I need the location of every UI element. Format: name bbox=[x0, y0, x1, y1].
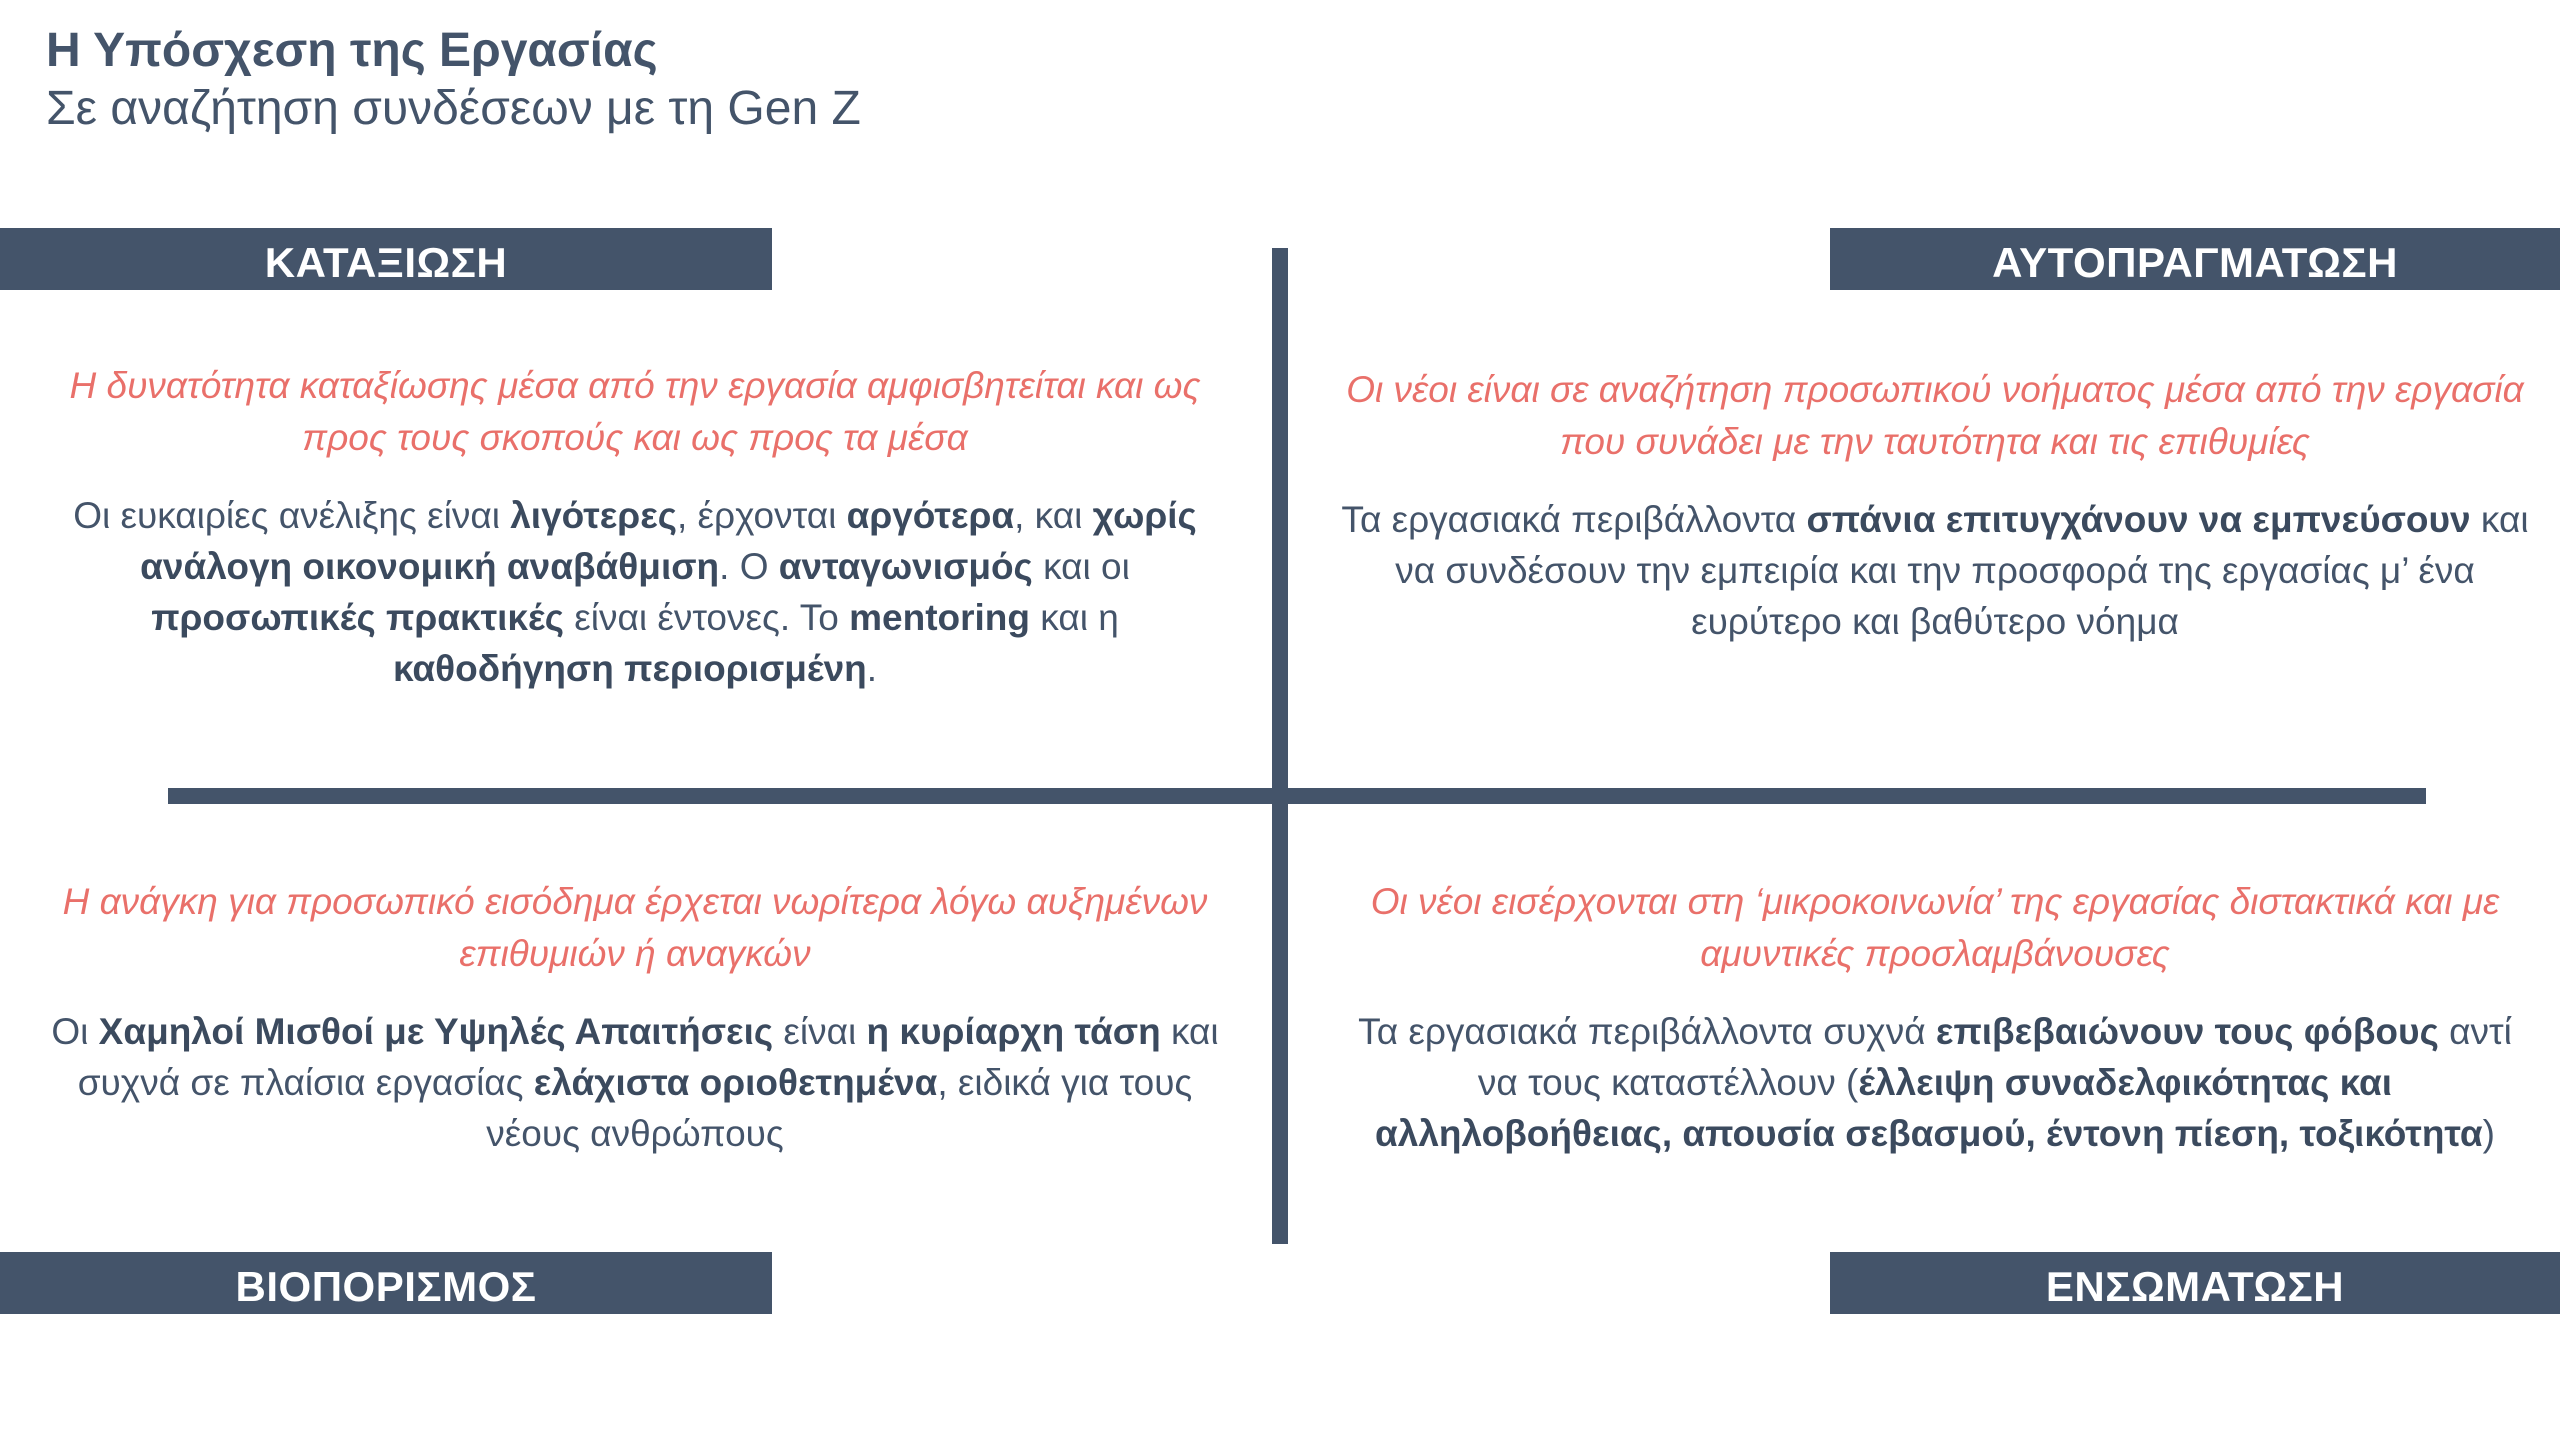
quadrant-top-left bbox=[40, 360, 1230, 694]
quadrant-top-right bbox=[1340, 364, 2530, 647]
label-vioporismos: ΒΙΟΠΟΡΙΣΜΟΣ bbox=[0, 1252, 772, 1314]
emphasis-text: σπάνια επιτυγχάνουν να εμπνεύσουν bbox=[1806, 499, 2471, 540]
body-text: ) bbox=[2482, 1113, 2495, 1154]
body-text: αντί να τους καταστέλλουν ( bbox=[1477, 1011, 2512, 1103]
emphasis-text: Χαμηλοί Μισθοί με Υψηλές Απαιτήσεις bbox=[98, 1011, 774, 1052]
emphasis-text: χωρίς ανάλογη οικονομική αναβάθμιση bbox=[140, 495, 1197, 587]
quadrant-insight: Η δυνατότητα καταξίωσης μέσα από την εργασία αμφισβητείται και ως προς τους σκοπούς και ως προς τα μέσα bbox=[69, 365, 1201, 458]
quadrant-insight: Οι νέοι εισέρχονται στη ‘μικροκοινωνία’ της εργασίας διστακτικά και με αμυντικές προσλαμβάνουσες bbox=[1370, 881, 2500, 974]
emphasis-text: επιβεβαιώνουν τους φόβους bbox=[1935, 1011, 2439, 1052]
body-text: Οι bbox=[51, 1011, 99, 1052]
body-text: , ειδικά για τους νέους ανθρώπους bbox=[486, 1062, 1193, 1154]
page-title: Η Υπόσχεση της Εργασίας bbox=[46, 24, 658, 77]
label-kataxiosi: ΚΑΤΑΞΙΩΣΗ bbox=[0, 228, 772, 290]
emphasis-text: καθοδήγηση περιορισμένη bbox=[392, 648, 867, 689]
quadrant-insight: Η ανάγκη για προσωπικό εισόδημα έρχεται νωρίτερα λόγω αυξημένων επιθυμιών ή αναγκών bbox=[62, 881, 1208, 974]
emphasis-text: έλλειψη συναδελφικότητας και αλληλοβοήθειας, απουσία σεβασμού, έντονη πίεση, τοξικότητα bbox=[1375, 1062, 2483, 1154]
quadrant-body bbox=[1340, 1006, 2530, 1159]
label-ensomatosi: ΕΝΣΩΜΑΤΩΣΗ bbox=[1830, 1252, 2560, 1314]
horizontal-axis-divider bbox=[168, 788, 2426, 804]
emphasis-text: ελάχιστα οριοθετημένα bbox=[533, 1062, 938, 1103]
quadrant-insight: Οι νέοι είναι σε αναζήτηση προσωπικού νοήματος μέσα από την εργασία που συνάδει με την ταυτότητα και τις επιθυμίες bbox=[1346, 369, 2524, 462]
quadrant-body bbox=[40, 490, 1230, 694]
vertical-axis-divider bbox=[1272, 248, 1288, 1244]
emphasis-text: προσωπικές πρακτικές bbox=[151, 597, 564, 638]
emphasis-text: λιγότερες bbox=[510, 495, 677, 536]
body-text: και οι bbox=[1032, 546, 1130, 587]
quadrant-bottom-right bbox=[1340, 876, 2530, 1159]
emphasis-text: mentoring bbox=[849, 597, 1031, 638]
quadrant-body bbox=[40, 1006, 1230, 1159]
body-text: . bbox=[866, 648, 878, 689]
quadrant-body bbox=[1340, 494, 2530, 647]
emphasis-text: ανταγωνισμός bbox=[778, 546, 1033, 587]
body-text: Οι ευκαιρίες ανέλιξης είναι bbox=[73, 495, 511, 536]
body-text: και να συνδέσουν την εμπειρία και την προσφορά της εργασίας μ’ ένα ευρύτερο και βαθύτερο νόημα bbox=[1395, 499, 2529, 642]
page-subtitle: Σε αναζήτηση συνδέσεων με τη Gen Z bbox=[46, 82, 861, 135]
body-text: και συχνά σε πλαίσια εργασίας bbox=[77, 1011, 1219, 1103]
body-text: . Ο bbox=[719, 546, 779, 587]
body-text: Τα εργασιακά περιβάλλοντα bbox=[1341, 499, 1807, 540]
body-text: Τα εργασιακά περιβάλλοντα συχνά bbox=[1358, 1011, 1936, 1052]
quadrant-bottom-left bbox=[40, 876, 1230, 1159]
body-text: , και bbox=[1014, 495, 1093, 536]
emphasis-text: αργότερα bbox=[846, 495, 1015, 536]
body-text: είναι bbox=[773, 1011, 867, 1052]
body-text: είναι έντονες. Το bbox=[563, 597, 850, 638]
body-text: και η bbox=[1030, 597, 1119, 638]
emphasis-text: η κυρίαρχη τάση bbox=[866, 1011, 1161, 1052]
label-aftopragmatosi: ΑΥΤΟΠΡΑΓΜΑΤΩΣΗ bbox=[1830, 228, 2560, 290]
body-text: , έρχονται bbox=[677, 495, 847, 536]
